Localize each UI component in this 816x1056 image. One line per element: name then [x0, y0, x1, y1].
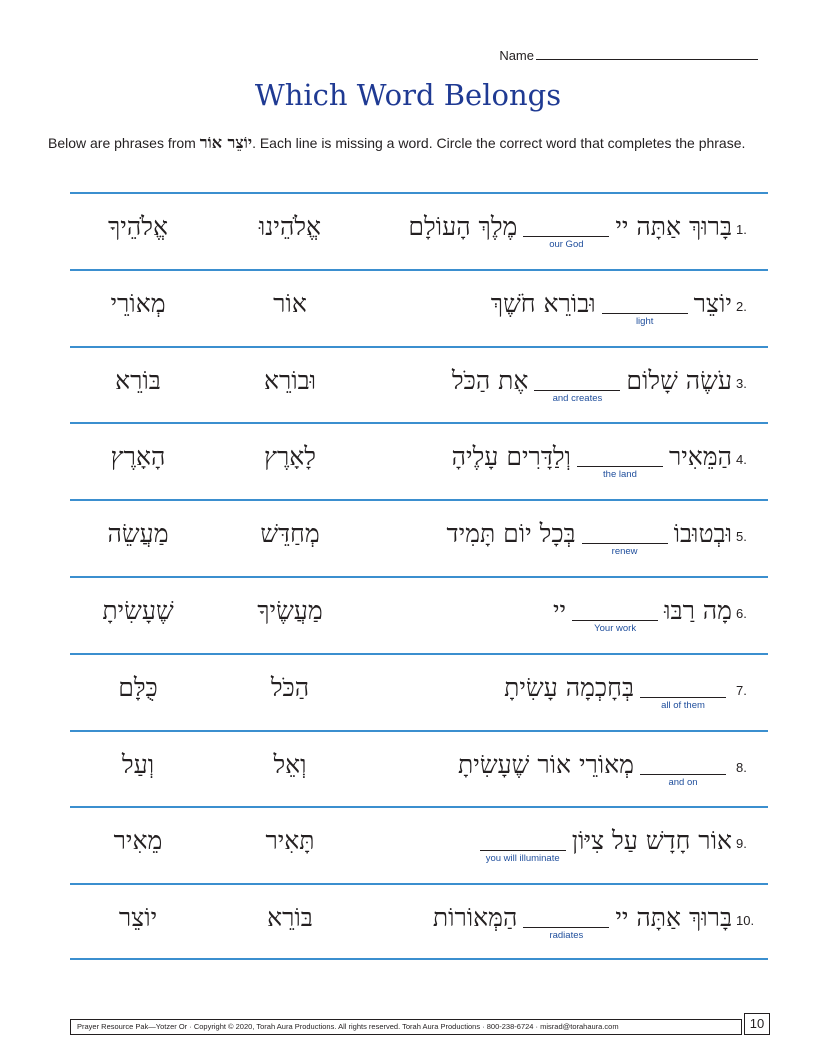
question-number: 10.: [736, 913, 755, 929]
question-row: [70, 422, 768, 499]
choice-b[interactable]: וּבוֹרֵא: [263, 365, 317, 395]
choice-b[interactable]: וְאֵל: [273, 749, 307, 779]
choice-b[interactable]: מְחַדֵּשׁ: [260, 519, 320, 549]
question-row: [70, 653, 768, 730]
page-number: 10: [744, 1013, 770, 1035]
name-label: Name: [499, 48, 534, 63]
phrase-end: מְאוֹרֵי אוֹר שֶׁעָשִׂיתָ: [458, 749, 634, 779]
phrase: [504, 672, 732, 711]
question-row: [70, 192, 768, 269]
phrase-start: בָּרוּךְ אַתָּה יי: [615, 212, 732, 241]
phrase: [474, 826, 732, 865]
page-title: Which Word Belongs: [254, 78, 562, 112]
blank-hint: you will illuminate: [485, 853, 560, 865]
phrase-end: וּבוֹרֵא חֹשֶׁךְ: [490, 288, 596, 318]
phrase-start: יוֹצֵר: [693, 288, 732, 318]
answer-blank[interactable]: [523, 905, 609, 942]
choice-b[interactable]: מַעֲשֶׂיךָ: [257, 595, 323, 625]
choice-a[interactable]: שֶׁעָשִׂיתָ: [102, 595, 174, 625]
question-number: 4.: [736, 452, 747, 468]
choice-b[interactable]: אוֹר: [273, 288, 307, 318]
phrase: [432, 903, 732, 942]
phrase-end: בְּכָל יוֹם תָּמִיד: [446, 519, 576, 549]
blank-hint: and creates: [552, 392, 603, 404]
answer-blank[interactable]: [640, 752, 726, 788]
question-row: [70, 730, 768, 807]
choice-a[interactable]: וְעַל: [121, 749, 155, 779]
phrase: [446, 519, 732, 558]
instructions-after: . Each line is missing a word. Circle the correct word that completes the phrase.: [252, 135, 746, 151]
phrase: [451, 365, 732, 404]
footer-credits: Prayer Resource Pak—Yotzer Or · Copyright © 2020, Torah Aura Productions. All rights reserved. Torah Aura Productions · 800-238-6724 · misrad@torahaura.com: [70, 1019, 742, 1035]
instructions: [48, 132, 763, 154]
blank-hint: all of them: [661, 699, 705, 711]
phrase-end: אֶת הַכֹּל: [451, 365, 529, 395]
blank-hint: Your work: [594, 622, 637, 634]
answer-blank[interactable]: [602, 291, 688, 327]
phrase-start: וּבְטוּבוֹ: [673, 519, 732, 549]
blank-hint: and on: [668, 776, 698, 788]
phrase-start: אוֹר חָדָשׁ עַל צִיּוֹן: [571, 826, 732, 856]
question-number: 2.: [736, 298, 747, 314]
choice-a[interactable]: יוֹצֵר: [118, 903, 158, 933]
instructions-hebrew: יוֹצֵר אוֹר: [199, 133, 253, 152]
answer-blank[interactable]: [480, 828, 566, 865]
answer-blank[interactable]: [534, 368, 620, 404]
question-number: 6.: [736, 605, 747, 621]
phrase-start: עֹשֶׂה שָׁלוֹם: [626, 365, 732, 395]
question-row: [70, 883, 768, 960]
choice-a[interactable]: מֵאִיר: [113, 826, 163, 856]
name-blank[interactable]: [536, 49, 758, 60]
choice-a[interactable]: מַעֲשֵׂה: [107, 519, 169, 549]
choice-a[interactable]: הָאָרֶץ: [110, 442, 166, 472]
blank-hint: the land: [603, 469, 637, 481]
choice-a[interactable]: כֻּלָּם: [118, 672, 158, 702]
blank-hint: radiates: [549, 930, 584, 942]
answer-blank[interactable]: [523, 214, 609, 250]
answer-blank[interactable]: [572, 598, 658, 634]
blank-hint: our God: [549, 239, 584, 250]
phrase: [490, 288, 732, 327]
question-number: 7.: [736, 682, 747, 698]
phrase-end: הַמְּאוֹרוֹת: [432, 903, 518, 933]
name-field[interactable]: [499, 48, 758, 63]
phrase-start: מָה רַבּוּ: [664, 595, 732, 625]
phrase-end: מֶלֶךְ הָעוֹלָם: [408, 212, 518, 241]
question-row: [70, 806, 768, 883]
answer-blank[interactable]: [582, 521, 668, 558]
question-number: 9.: [736, 836, 747, 852]
phrase: [451, 442, 732, 481]
question-row: [70, 576, 768, 653]
question-number: 3.: [736, 375, 747, 391]
choice-a[interactable]: מְאוֹרֵי: [110, 288, 166, 318]
choice-a[interactable]: אֱלֹהֵיךָ: [108, 212, 168, 241]
answer-blank[interactable]: [640, 675, 726, 711]
choice-b[interactable]: לָאָרֶץ: [263, 442, 316, 472]
question-number: 8.: [736, 759, 747, 775]
question-row: [70, 499, 768, 576]
choice-b[interactable]: אֱלֹהֵינוּ: [258, 212, 322, 241]
phrase-end: בְּחָכְמָה עָשִׂיתָ: [504, 672, 634, 702]
answer-blank[interactable]: [577, 444, 663, 481]
choice-a[interactable]: בּוֹרֵא: [115, 365, 161, 395]
choice-b[interactable]: תָּאִיר: [265, 826, 315, 856]
choice-b[interactable]: הַכֹּל: [270, 672, 310, 702]
question-row: [70, 346, 768, 423]
phrase: [408, 212, 732, 250]
phrase-start: בָּרוּךְ אַתָּה יי: [615, 903, 732, 933]
question-row: [70, 269, 768, 346]
phrase: [553, 595, 732, 634]
blank-hint: light: [635, 315, 654, 327]
phrase: [458, 749, 732, 788]
worksheet: [70, 192, 768, 960]
instructions-before: Below are phrases from: [48, 135, 200, 151]
blank-hint: renew: [611, 546, 638, 558]
choice-b[interactable]: בּוֹרֵא: [267, 903, 313, 933]
question-number: 1.: [736, 222, 747, 237]
question-number: 5.: [736, 529, 747, 545]
phrase-start: הַמֵּאִיר: [668, 442, 732, 472]
phrase-end: וְלַדָּרִים עָלֶיהָ: [451, 442, 571, 472]
phrase-end: יי: [553, 595, 567, 625]
